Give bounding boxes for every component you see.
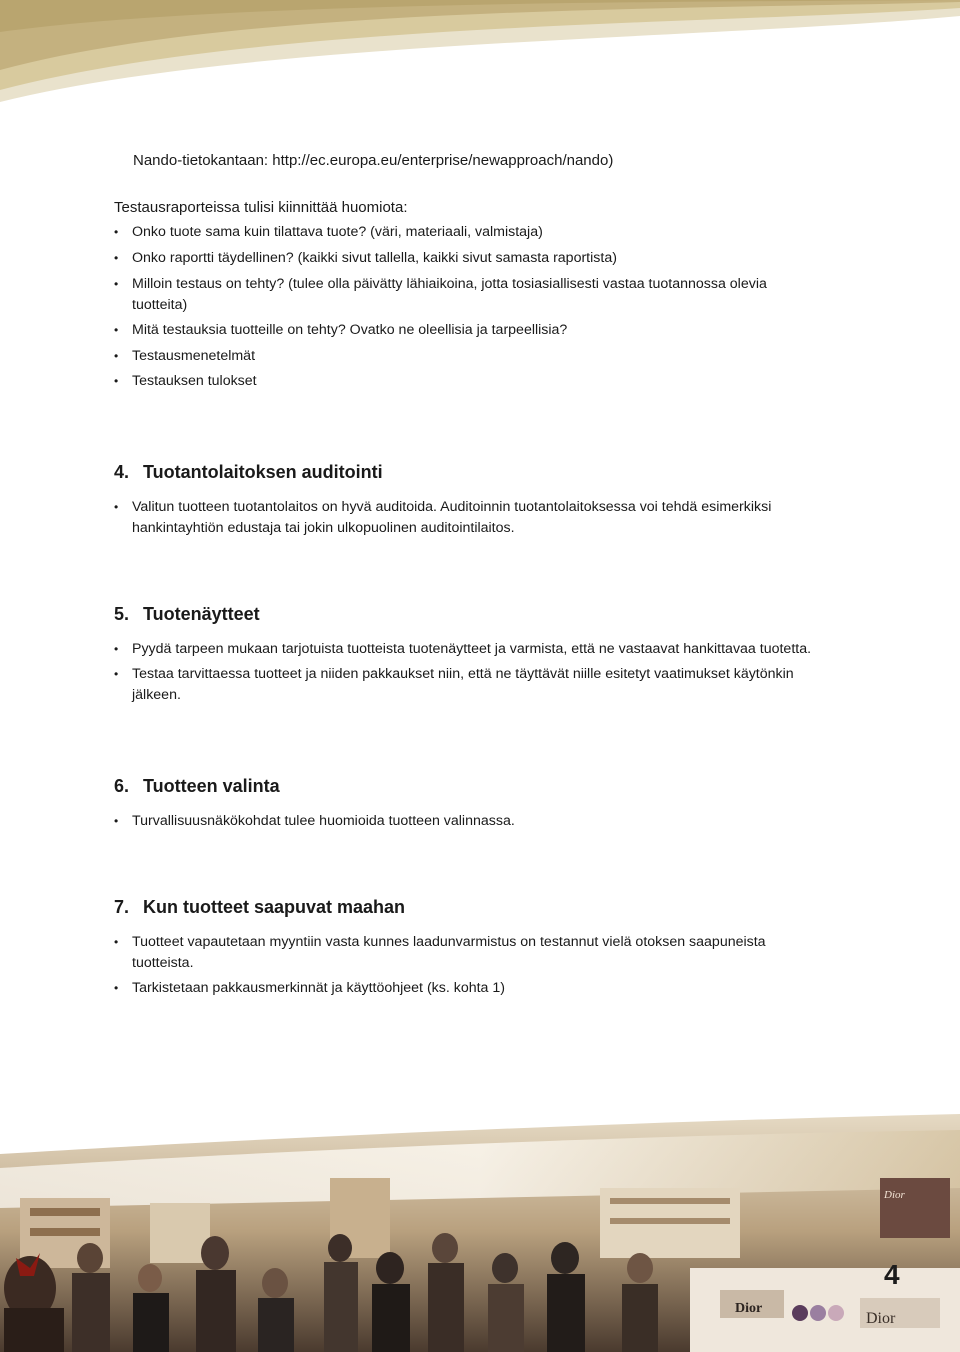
- list-item: [114, 346, 862, 367]
- list-item-text: Testausmenetelmät: [132, 348, 256, 364]
- list-item: [114, 320, 862, 341]
- store-sign: Dior: [866, 1310, 896, 1327]
- bullet: •: [114, 225, 119, 239]
- section-heading: [114, 604, 260, 625]
- list-item-text: Testauksen tulokset: [132, 373, 257, 389]
- reports-heading: Testausraporteissa tulisi kiinnittää huomiota:: [114, 199, 408, 216]
- list-item-text: Onko tuote sama kuin tilattava tuote? (väri, materiaali, valmistaja): [132, 224, 543, 240]
- section-title: Tuotenäytteet: [143, 604, 260, 624]
- bullet: •: [114, 277, 119, 291]
- section-title: Kun tuotteet saapuvat maahan: [143, 897, 406, 917]
- list-item-text: Milloin testaus on tehty? (tulee olla päivätty lähiaikoina, jotta tosiasiallisesti vastaa tuotannossa olevia tuotteita): [132, 276, 767, 313]
- section-number: 6.: [114, 776, 130, 796]
- bullet: •: [114, 374, 119, 388]
- bullet: •: [114, 251, 119, 265]
- list-item-text: Valitun tuotteen tuotantolaitos on hyvä auditoida. Auditoinnin tuotantolaitoksessa voi tehdä esimerkiksi hankintayhtiön edustaja tai jokin ulkopuolinen auditointilaitos.: [132, 499, 772, 536]
- nando-reference: Nando-tietokantaan: http://ec.europa.eu/enterprise/newapproach/nando): [133, 152, 614, 169]
- department-store-photo: [0, 1108, 960, 1352]
- section-title: Tuotteen valinta: [143, 776, 280, 796]
- bullet: •: [114, 323, 119, 337]
- list-item-text: Pyydä tarpeen mukaan tarjotuista tuotteista tuotenäytteet ja varmista, että ne vastaavat hankittavaa tuotetta.: [132, 641, 812, 657]
- section-number: 4.: [114, 462, 130, 482]
- list-item-text: Tarkistetaan pakkausmerkinnät ja käyttöohjeet (ks. kohta 1): [132, 980, 506, 996]
- list-item: [114, 811, 862, 832]
- list-item: [114, 932, 802, 974]
- bullet: •: [114, 935, 119, 949]
- section-number: 7.: [114, 897, 130, 917]
- header-decorative-band: [0, 0, 960, 110]
- section-heading: [114, 897, 405, 918]
- list-item: [114, 274, 812, 316]
- bullet: •: [114, 642, 119, 656]
- bullet: •: [114, 981, 119, 995]
- list-item: [114, 222, 862, 243]
- list-item: [114, 371, 862, 392]
- list-item: [114, 978, 862, 999]
- list-item-text: Onko raportti täydellinen? (kaikki sivut tallella, kaikki sivut samasta raportista): [132, 250, 617, 266]
- list-item-text: Tuotteet vapautetaan myyntiin vasta kunnes laadunvarmistus on testannut vielä otoksen saapuneista tuotteista.: [132, 934, 766, 971]
- section-number: 5.: [114, 604, 130, 624]
- bullet: •: [114, 500, 119, 514]
- bullet: •: [114, 667, 119, 681]
- bullet: •: [114, 349, 119, 363]
- list-item: [114, 639, 872, 660]
- list-item-text: Turvallisuusnäkökohdat tulee huomioida tuotteen valinnassa.: [132, 813, 515, 829]
- store-sign: Dior: [884, 1189, 905, 1201]
- store-sign: Dior: [735, 1301, 763, 1316]
- bullet: •: [114, 814, 119, 828]
- page-number: 4: [884, 1259, 900, 1290]
- list-item: [114, 664, 832, 706]
- list-item-text: Mitä testauksia tuotteille on tehty? Ovatko ne oleellisia ja tarpeellisia?: [132, 322, 568, 338]
- section-heading: [114, 776, 280, 797]
- list-item: [114, 497, 822, 539]
- section-heading: [114, 462, 383, 483]
- list-item: [114, 248, 862, 269]
- section-title: Tuotantolaitoksen auditointi: [143, 462, 383, 482]
- list-item-text: Testaa tarvittaessa tuotteet ja niiden pakkaukset niin, että ne täyttävät niille esitetyt vaatimukset käytönkin jälkeen.: [132, 666, 794, 703]
